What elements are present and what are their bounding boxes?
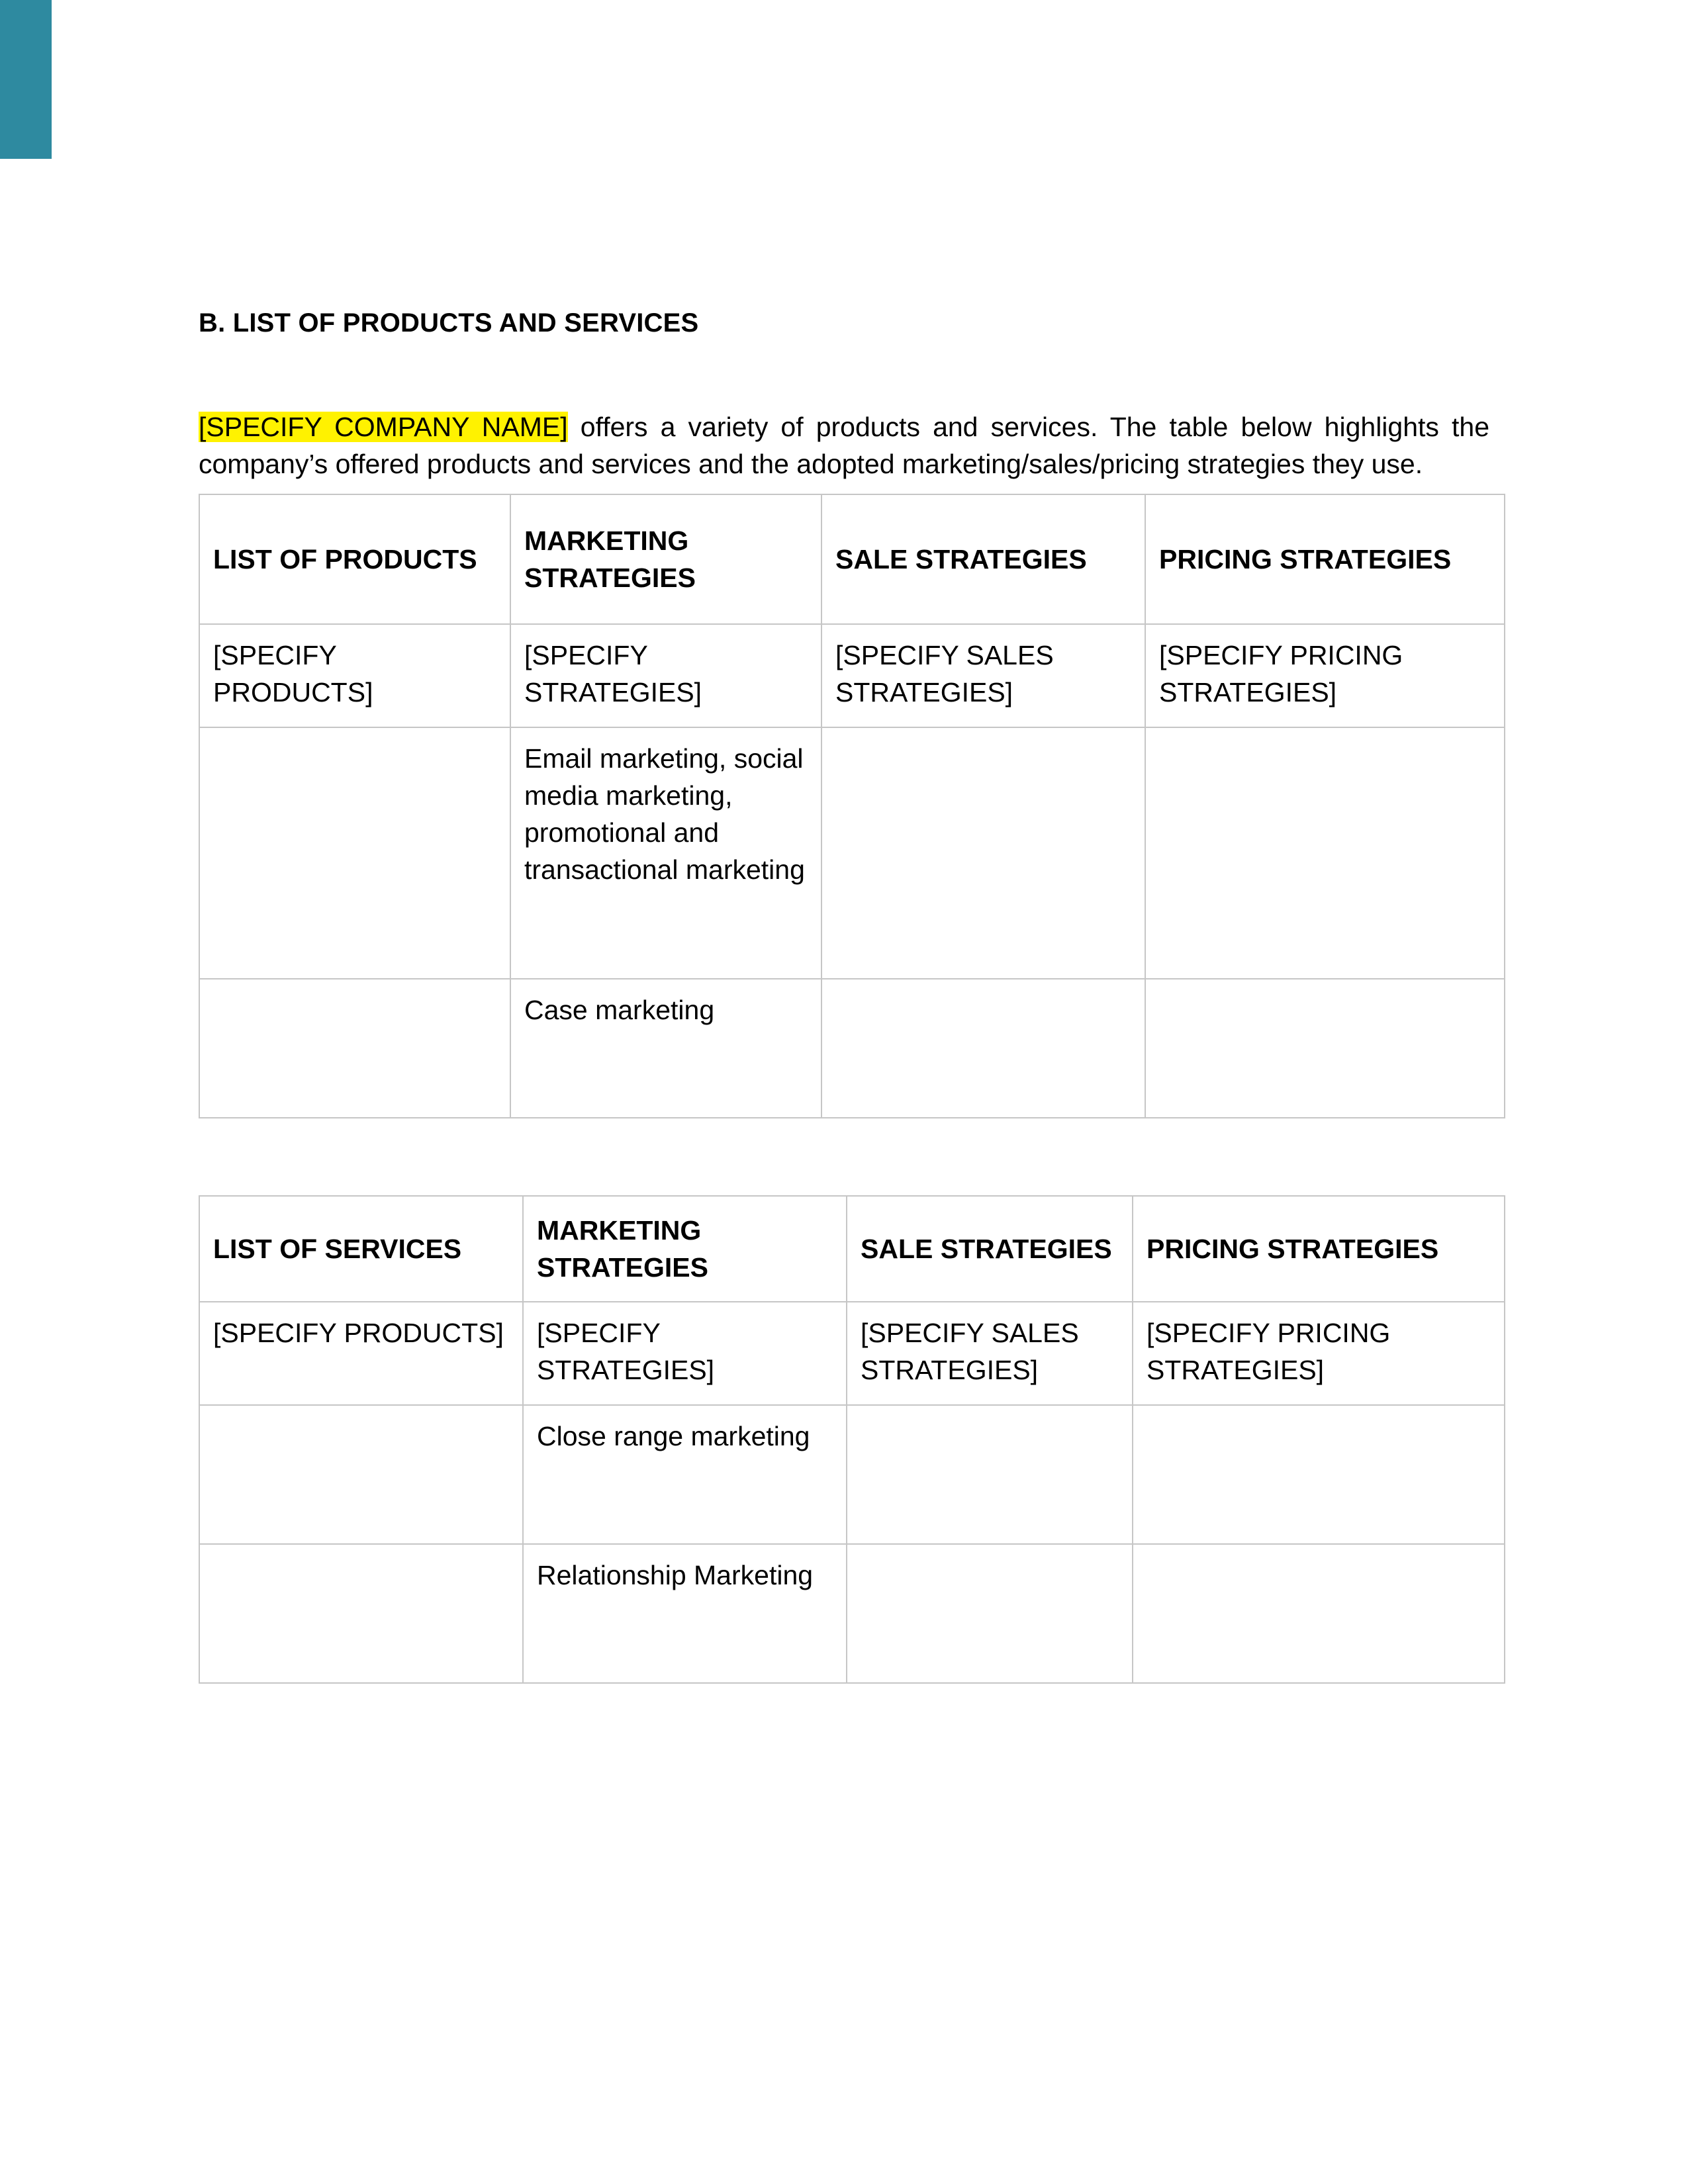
table-row: [199, 979, 1505, 1118]
table-cell: [SPECIFY PRODUCTS]: [199, 624, 510, 727]
table-cell: Email marketing, social media marketing, promotional and transactional marketing: [510, 727, 821, 979]
header-pricing-strategies: PRICING STRATEGIES: [1133, 1196, 1505, 1302]
table-cell: [SPECIFY PRICING STRATEGIES]: [1145, 624, 1505, 727]
table-cell: [SPECIFY STRATEGIES]: [523, 1302, 847, 1405]
table-cell: Relationship Marketing: [523, 1544, 847, 1683]
table-cell: [199, 727, 510, 979]
table-cell: [1133, 1405, 1505, 1544]
table-row: [199, 1544, 1505, 1683]
header-marketing-strategies: MARKETING STRATEGIES: [510, 494, 821, 624]
table-header-row: [199, 494, 1505, 624]
corner-accent-tab: [0, 0, 52, 159]
company-name-placeholder: [SPECIFY COMPANY NAME]: [199, 412, 568, 442]
table-cell: [1133, 1544, 1505, 1683]
table-cell: [847, 1544, 1133, 1683]
table-cell: [847, 1405, 1133, 1544]
header-sale-strategies: SALE STRATEGIES: [847, 1196, 1133, 1302]
header-pricing-strategies: PRICING STRATEGIES: [1145, 494, 1505, 624]
table-cell: [SPECIFY SALES STRATEGIES]: [847, 1302, 1133, 1405]
table-cell: [1145, 727, 1505, 979]
section-heading: B. LIST OF PRODUCTS AND SERVICES: [199, 308, 699, 338]
table-cell: [821, 727, 1145, 979]
table-cell: [SPECIFY PRODUCTS]: [199, 1302, 523, 1405]
table-header-row: [199, 1196, 1505, 1302]
table-cell: [199, 979, 510, 1118]
table-cell: Case marketing: [510, 979, 821, 1118]
table-row: [199, 1405, 1505, 1544]
table-row: [199, 727, 1505, 979]
table-row: [199, 624, 1505, 727]
table-row: [199, 1302, 1505, 1405]
table-cell: [199, 1405, 523, 1544]
table-cell: [SPECIFY PRICING STRATEGIES]: [1133, 1302, 1505, 1405]
services-table: [199, 1195, 1505, 1684]
table-cell: [199, 1544, 523, 1683]
table-cell: [821, 979, 1145, 1118]
table-cell: [1145, 979, 1505, 1118]
products-table: [199, 494, 1505, 1118]
table-cell: [SPECIFY STRATEGIES]: [510, 624, 821, 727]
header-marketing-strategies: MARKETING STRATEGIES: [523, 1196, 847, 1302]
table-cell: [SPECIFY SALES STRATEGIES]: [821, 624, 1145, 727]
header-list-of-services: LIST OF SERVICES: [199, 1196, 523, 1302]
header-sale-strategies: SALE STRATEGIES: [821, 494, 1145, 624]
header-list-of-products: LIST OF PRODUCTS: [199, 494, 510, 624]
intro-paragraph: [199, 408, 1489, 482]
intro-text: offers a variety of products and services. The table below highlights the company’s offered products and services and the adopted marketing/sales/pricing strategies they use.: [199, 412, 1490, 479]
table-cell: Close range marketing: [523, 1405, 847, 1544]
